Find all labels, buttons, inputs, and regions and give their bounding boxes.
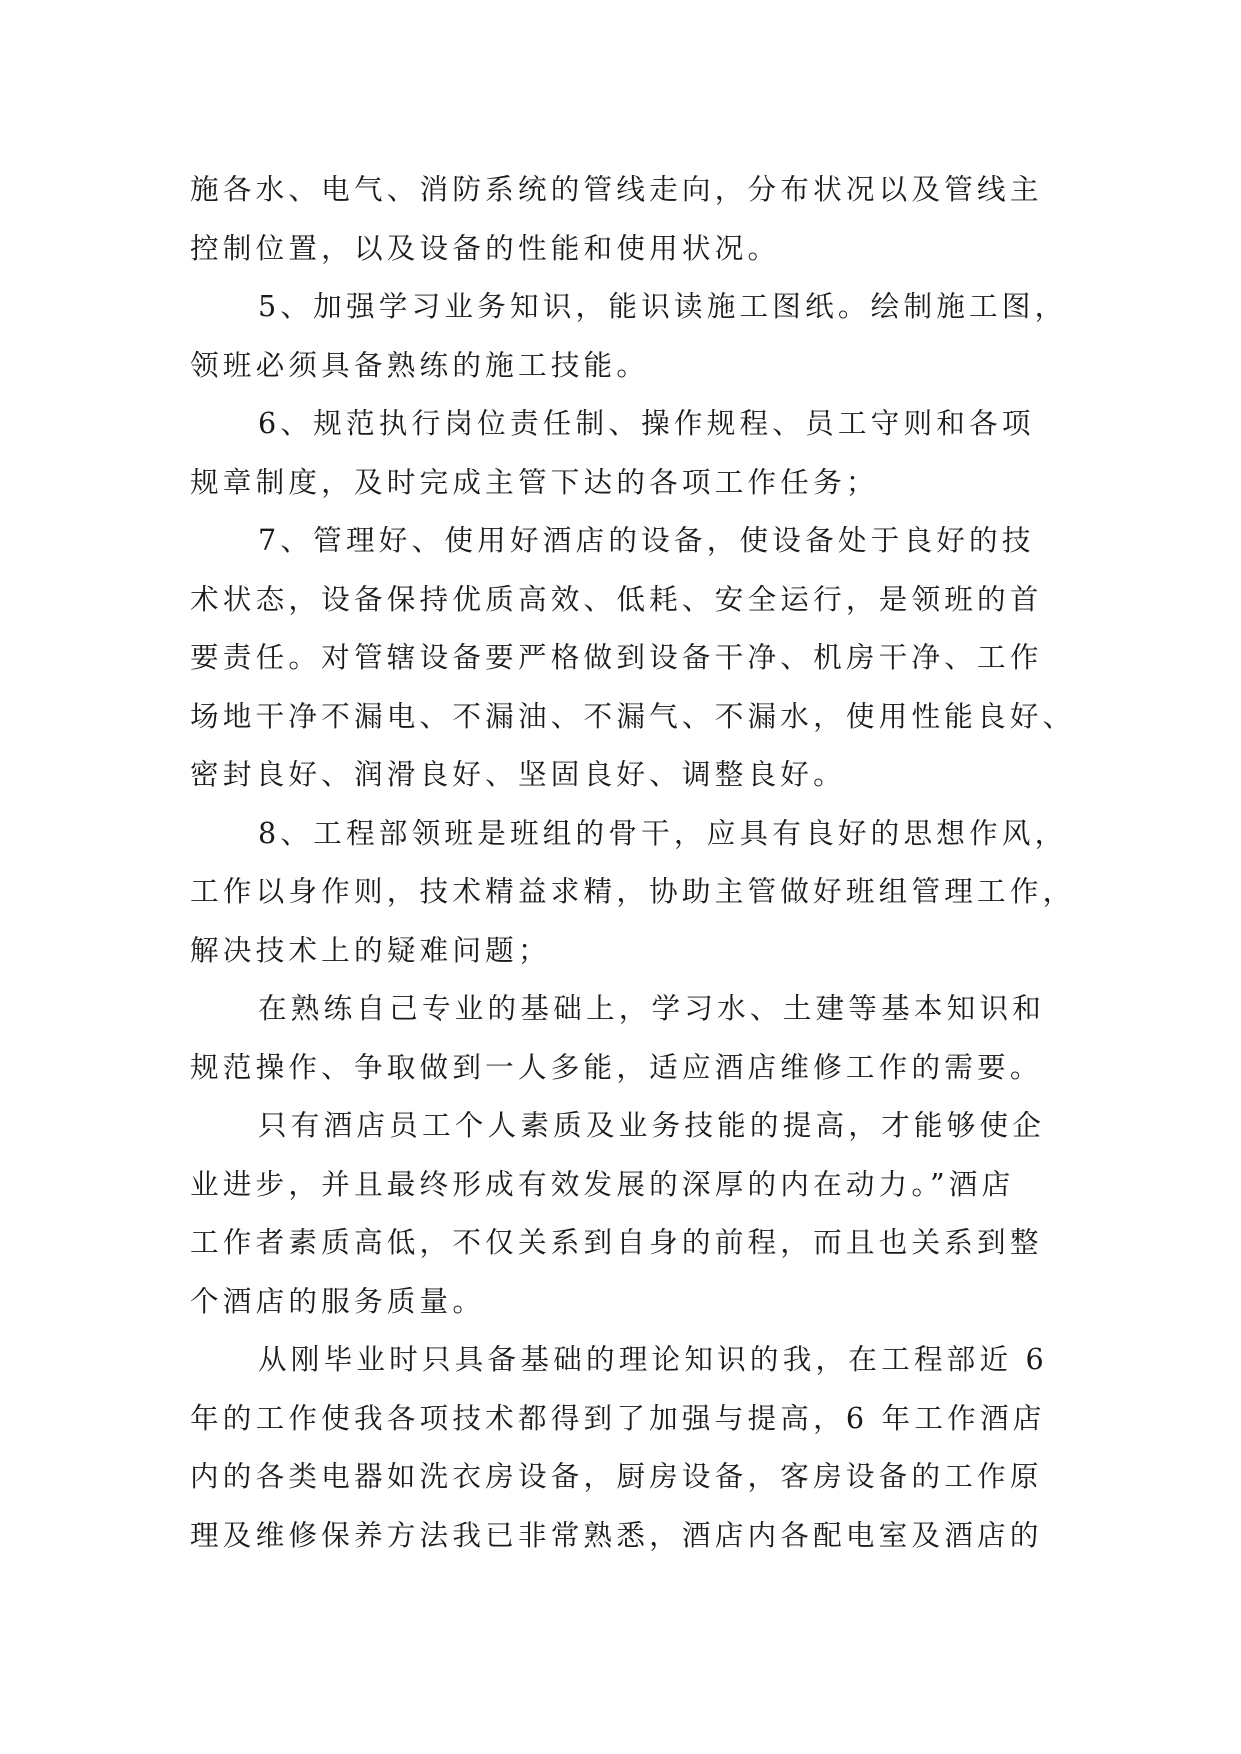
text-line: 年的工作使我各项技术都得到了加强与提高，6 年工作酒店 [190,1400,1046,1435]
text-line: 6、规范执行岗位责任制、操作规程、员工守则和各项 [258,406,1035,440]
text-line: 内的各类电器如洗衣房设备，厨房设备，客房设备的工作原 [190,1459,1043,1493]
text-line: 8、工程部领班是班组的骨干，应具有良好的思想作风， [258,815,1068,850]
text-line: 密封良好、润滑良好、坚固良好、调整良好。 [190,757,846,791]
text-line: 理及维修保养方法我已非常熟悉，酒店内各配电室及酒店的 [190,1517,1043,1552]
document-body [190,160,1076,1564]
text-line: 个酒店的服务质量。 [190,1283,486,1318]
text-line: 控制位置，以及设备的性能和使用状况。 [190,230,781,265]
text-line: 在熟练自己专业的基础上，学习水、土建等基本知识和 [258,991,1046,1025]
text-line: 7、管理好、使用好酒店的设备，使设备处于良好的技 [258,523,1035,557]
text-line: 工作以身作则，技术精益求精，协助主管做好班组管理工作， [190,874,1076,908]
text-line: 从刚毕业时只具备基础的理论知识的我，在工程部近 6 [258,1342,1048,1376]
text-line: 要责任。对管辖设备要严格做到设备干净、机房干净、工作 [190,640,1043,674]
text-line: 场地干净不漏电、不漏油、不漏气、不漏水，使用性能良好、 [190,698,1076,733]
text-line: 领班必须具备熟练的施工技能。 [190,347,650,382]
text-line: 规章制度，及时完成主管下达的各项工作任务； [190,464,879,499]
text-line: 施各水、电气、消防系统的管线走向，分布状况以及管线主 [190,172,1043,206]
text-line: 只有酒店员工个人素质及业务技能的提高，才能够使企 [258,1108,1046,1142]
text-line: 术状态，设备保持优质高效、低耗、安全运行，是领班的首 [190,581,1043,616]
text-line: 解决技术上的疑难问题； [190,932,551,967]
text-line: 规范操作、争取做到一人多能，适应酒店维修工作的需要。 [190,1049,1043,1084]
text-line: 业进步，并且最终形成有效发展的深厚的内在动力。”酒店 [190,1166,1015,1201]
text-line: 5、加强学习业务知识，能识读施工图纸。绘制施工图， [258,289,1068,323]
text-line: 工作者素质高低，不仅关系到自身的前程，而且也关系到整 [190,1225,1043,1259]
